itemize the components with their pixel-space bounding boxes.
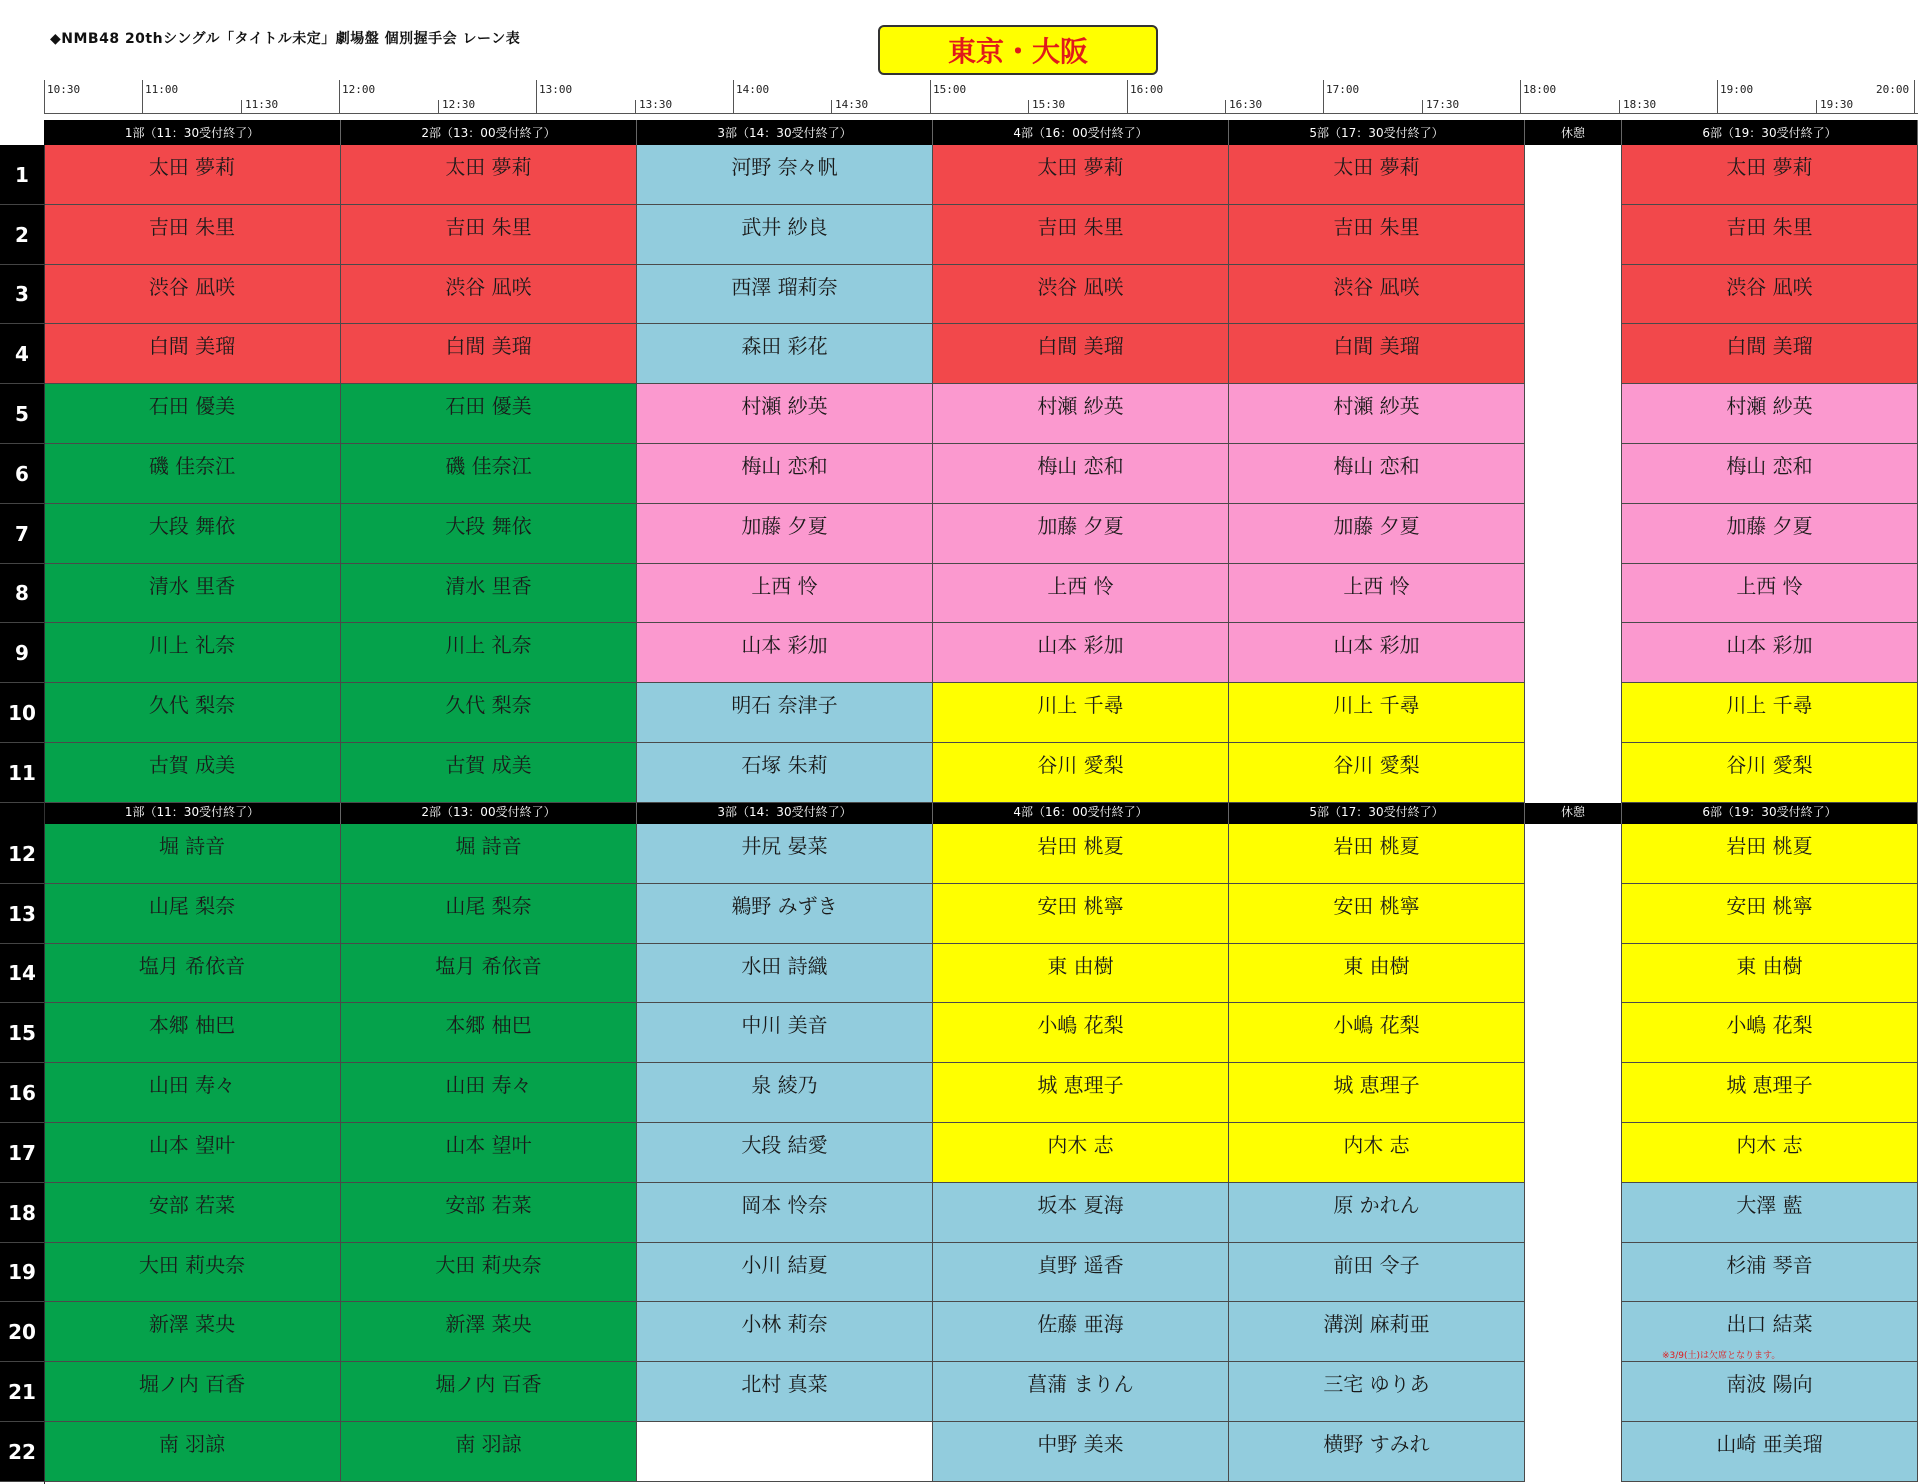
time-tick-label: 13:30 — [639, 98, 673, 111]
member-cell: 東 由樹 — [933, 944, 1229, 1003]
time-tick-label: 12:00 — [342, 83, 376, 96]
member-cell: 上西 怜 — [1229, 564, 1525, 623]
timeline-baseline — [44, 113, 1918, 114]
time-tick — [930, 80, 931, 114]
empty-cell — [1525, 1003, 1622, 1063]
session-header-row — [44, 120, 1918, 145]
member-cell: 山尾 梨奈 — [44, 884, 341, 944]
lane-number: 18 — [0, 1183, 44, 1243]
member-cell: 川上 礼奈 — [341, 623, 637, 683]
member-cell: 岡本 怜奈 — [637, 1183, 933, 1243]
time-tick-label: 16:30 — [1229, 98, 1263, 111]
empty-cell — [1525, 1302, 1622, 1362]
member-cell: 岩田 桃夏 — [1229, 824, 1525, 884]
lane-number: 14 — [0, 944, 44, 1003]
member-cell: 東 由樹 — [1229, 944, 1525, 1003]
member-cell: 小林 莉奈 — [637, 1302, 933, 1362]
time-tick — [339, 80, 340, 114]
lane-number: 6 — [0, 444, 44, 504]
time-tick-label: 15:30 — [1032, 98, 1066, 111]
lane-number: 10 — [0, 683, 44, 743]
member-cell: 新澤 菜央 — [44, 1302, 341, 1362]
member-cell: 磯 佳奈江 — [44, 444, 341, 504]
member-cell: 安田 桃寧 — [1622, 884, 1918, 944]
member-cell: 塩月 希依音 — [44, 944, 341, 1003]
member-cell: 森田 彩花 — [637, 324, 933, 384]
member-cell: 吉田 朱里 — [1622, 205, 1918, 265]
member-cell: 久代 梨奈 — [44, 683, 341, 743]
member-cell: 渋谷 凪咲 — [341, 265, 637, 324]
member-cell: 石田 優美 — [341, 384, 637, 444]
member-cell: 磯 佳奈江 — [341, 444, 637, 504]
member-cell: 堀 詩音 — [341, 824, 637, 884]
session-header-cell: 4部（16：00受付終了） — [933, 799, 1229, 824]
empty-cell — [1525, 944, 1622, 1003]
empty-cell — [1525, 1063, 1622, 1123]
member-cell: 鵜野 みずき — [637, 884, 933, 944]
timeline-ruler — [44, 80, 1918, 116]
member-cell: 杉浦 琴音 — [1622, 1243, 1918, 1302]
time-tick-label: 13:00 — [539, 83, 573, 96]
session-header-cell: 2部（13：00受付終了） — [341, 799, 637, 824]
time-tick-label: 11:00 — [145, 83, 179, 96]
member-cell: 加藤 夕夏 — [1622, 504, 1918, 564]
empty-cell — [1525, 1123, 1622, 1183]
session-header-cell: 6部（19：30受付終了） — [1622, 120, 1918, 145]
time-tick-label: 10:30 — [47, 83, 81, 96]
lane-number: 2 — [0, 205, 44, 265]
member-cell: 石塚 朱莉 — [637, 743, 933, 803]
member-cell: 川上 千尋 — [1622, 683, 1918, 743]
document-title: ◆NMB48 20thシングル「タイトル未定」劇場盤 個別握手会 レーン表 — [50, 31, 521, 47]
time-tick-label: 20:00 — [1876, 83, 1910, 96]
member-cell: 上西 怜 — [637, 564, 933, 623]
time-tick — [142, 80, 143, 114]
empty-cell — [1525, 324, 1622, 384]
member-cell: 村瀬 紗英 — [637, 384, 933, 444]
member-cell: 岩田 桃夏 — [1622, 824, 1918, 884]
member-cell: 南 羽諒 — [44, 1422, 341, 1482]
empty-cell — [1525, 444, 1622, 504]
member-cell: 原 かれん — [1229, 1183, 1525, 1243]
member-cell: 貞野 遥香 — [933, 1243, 1229, 1302]
member-cell: 渋谷 凪咲 — [1229, 265, 1525, 324]
member-cell: 清水 里香 — [341, 564, 637, 623]
time-tick — [1127, 80, 1128, 114]
time-tick — [1225, 100, 1226, 114]
lane-number: 20 — [0, 1302, 44, 1362]
lane-number: 9 — [0, 623, 44, 683]
member-cell: 山田 寿々 — [341, 1063, 637, 1123]
member-cell: 渋谷 凪咲 — [1622, 265, 1918, 324]
member-cell: 大段 結愛 — [637, 1123, 933, 1183]
member-cell: 菖蒲 まりん — [933, 1362, 1229, 1422]
member-cell: 太田 夢莉 — [1622, 145, 1918, 205]
member-cell: 清水 里香 — [44, 564, 341, 623]
member-cell: 梅山 恋和 — [1622, 444, 1918, 504]
empty-cell — [1525, 1183, 1622, 1243]
header-corner — [0, 120, 44, 145]
member-cell: 山本 彩加 — [933, 623, 1229, 683]
time-tick-label: 17:30 — [1426, 98, 1460, 111]
session-header-cell: 休憩 — [1525, 799, 1622, 824]
member-cell: 山本 彩加 — [1229, 623, 1525, 683]
member-cell: 明石 奈津子 — [637, 683, 933, 743]
member-cell: 川上 千尋 — [933, 683, 1229, 743]
member-cell: 吉田 朱里 — [933, 205, 1229, 265]
member-cell: 渋谷 凪咲 — [933, 265, 1229, 324]
member-cell: 梅山 恋和 — [1229, 444, 1525, 504]
time-tick — [1914, 80, 1915, 114]
session-header-cell: 3部（14：30受付終了） — [637, 120, 933, 145]
member-cell: 溝渕 麻莉亜 — [1229, 1302, 1525, 1362]
empty-cell — [637, 1422, 933, 1482]
member-cell: 古賀 成美 — [44, 743, 341, 803]
member-cell: 白間 美瑠 — [1622, 324, 1918, 384]
member-cell: 出口 結菜 — [1622, 1302, 1918, 1362]
member-cell: 堀 詩音 — [44, 824, 341, 884]
member-cell: 上西 怜 — [933, 564, 1229, 623]
member-cell: 梅山 恋和 — [933, 444, 1229, 504]
member-cell: 川上 礼奈 — [44, 623, 341, 683]
member-cell: 大段 舞依 — [44, 504, 341, 564]
member-cell: 城 恵理子 — [933, 1063, 1229, 1123]
empty-cell — [1525, 824, 1622, 884]
lane-number: 19 — [0, 1243, 44, 1302]
member-cell: 新澤 菜央 — [341, 1302, 637, 1362]
session-header-cell: 1部（11：30受付終了） — [44, 120, 341, 145]
member-cell: 坂本 夏海 — [933, 1183, 1229, 1243]
lane-number: 13 — [0, 884, 44, 944]
time-tick-label: 18:30 — [1623, 98, 1657, 111]
member-cell: 水田 詩織 — [637, 944, 933, 1003]
empty-cell — [1525, 504, 1622, 564]
empty-cell — [1525, 683, 1622, 743]
member-cell: 安部 若菜 — [44, 1183, 341, 1243]
empty-cell — [1525, 623, 1622, 683]
session-header-cell: 4部（16：00受付終了） — [933, 120, 1229, 145]
session-header-cell: 5部（17：30受付終了） — [1229, 799, 1525, 824]
lane-number: 17 — [0, 1123, 44, 1183]
lane-number: 5 — [0, 384, 44, 444]
member-cell: 東 由樹 — [1622, 944, 1918, 1003]
time-tick — [1816, 100, 1817, 114]
member-cell: 塩月 希依音 — [341, 944, 637, 1003]
time-tick — [1323, 80, 1324, 114]
empty-cell — [1525, 205, 1622, 265]
member-cell: 加藤 夕夏 — [933, 504, 1229, 564]
member-cell: 大田 莉央奈 — [44, 1243, 341, 1302]
time-tick-label: 12:30 — [442, 98, 476, 111]
time-tick-label: 14:30 — [835, 98, 869, 111]
member-cell: 吉田 朱里 — [44, 205, 341, 265]
member-cell: 太田 夢莉 — [933, 145, 1229, 205]
member-cell: 吉田 朱里 — [1229, 205, 1525, 265]
member-cell: 山本 彩加 — [1622, 623, 1918, 683]
time-tick — [1717, 80, 1718, 114]
member-cell: 谷川 愛梨 — [1229, 743, 1525, 803]
time-tick-label: 19:30 — [1820, 98, 1854, 111]
grid-left-border — [44, 145, 45, 1484]
member-cell: 武井 紗良 — [637, 205, 933, 265]
absence-note: ※3/9(土)は欠席となります。 — [1662, 1351, 1781, 1361]
time-tick-label: 14:00 — [736, 83, 770, 96]
time-tick — [536, 80, 537, 114]
member-cell: 渋谷 凪咲 — [44, 265, 341, 324]
member-cell: 本郷 柚巴 — [44, 1003, 341, 1063]
member-cell: 北村 真菜 — [637, 1362, 933, 1422]
member-cell: 小嶋 花梨 — [1622, 1003, 1918, 1063]
member-cell: 太田 夢莉 — [44, 145, 341, 205]
time-tick-label: 19:00 — [1720, 83, 1754, 96]
member-cell: 村瀬 紗英 — [1229, 384, 1525, 444]
empty-cell — [1525, 145, 1622, 205]
lane-number: 21 — [0, 1362, 44, 1422]
member-cell: 川上 千尋 — [1229, 683, 1525, 743]
time-tick — [241, 100, 242, 114]
member-cell: 西澤 瑠莉奈 — [637, 265, 933, 324]
lane-number: 4 — [0, 324, 44, 384]
lane-number: 12 — [0, 824, 44, 884]
time-tick-label: 18:00 — [1523, 83, 1557, 96]
member-cell: 大段 舞依 — [341, 504, 637, 564]
member-cell: 山崎 亜美瑠 — [1622, 1422, 1918, 1482]
member-cell: 安部 若菜 — [341, 1183, 637, 1243]
lane-number: 16 — [0, 1063, 44, 1123]
member-cell: 内木 志 — [1229, 1123, 1525, 1183]
lane-number: 1 — [0, 145, 44, 205]
member-cell: 中野 美来 — [933, 1422, 1229, 1482]
member-cell: 白間 美瑠 — [44, 324, 341, 384]
member-cell: 山本 望叶 — [44, 1123, 341, 1183]
time-tick — [1619, 100, 1620, 114]
time-tick — [733, 80, 734, 114]
member-cell: 小嶋 花梨 — [1229, 1003, 1525, 1063]
member-cell: 白間 美瑠 — [933, 324, 1229, 384]
lane-number: 11 — [0, 743, 44, 803]
member-cell: 村瀬 紗英 — [1622, 384, 1918, 444]
session-header-cell: 5部（17：30受付終了） — [1229, 120, 1525, 145]
member-cell: 堀ノ内 百香 — [44, 1362, 341, 1422]
member-cell: 石田 優美 — [44, 384, 341, 444]
member-cell: 吉田 朱里 — [341, 205, 637, 265]
member-cell: 堀ノ内 百香 — [341, 1362, 637, 1422]
session-header-cell: 休憩 — [1525, 120, 1622, 145]
empty-cell — [1525, 743, 1622, 803]
member-cell: 加藤 夕夏 — [1229, 504, 1525, 564]
empty-cell — [1525, 884, 1622, 944]
member-cell: 古賀 成美 — [341, 743, 637, 803]
empty-cell — [1525, 1422, 1622, 1482]
time-tick — [438, 100, 439, 114]
session-header-cell: 6部（19：30受付終了） — [1622, 799, 1918, 824]
member-cell: 久代 梨奈 — [341, 683, 637, 743]
member-cell: 内木 志 — [933, 1123, 1229, 1183]
member-cell: 中川 美音 — [637, 1003, 933, 1063]
member-cell: 小嶋 花梨 — [933, 1003, 1229, 1063]
member-cell: 横野 すみれ — [1229, 1422, 1525, 1482]
member-cell: 佐藤 亜海 — [933, 1302, 1229, 1362]
member-cell: 白間 美瑠 — [1229, 324, 1525, 384]
member-cell: 大澤 藍 — [1622, 1183, 1918, 1243]
member-cell: 前田 令子 — [1229, 1243, 1525, 1302]
member-cell: 城 恵理子 — [1229, 1063, 1525, 1123]
empty-cell — [1525, 384, 1622, 444]
member-cell: 小川 結夏 — [637, 1243, 933, 1302]
member-cell: 大田 莉央奈 — [341, 1243, 637, 1302]
time-tick-label: 17:00 — [1326, 83, 1360, 96]
member-cell: 安田 桃寧 — [933, 884, 1229, 944]
time-tick — [44, 80, 45, 114]
member-cell: 三宅 ゆりあ — [1229, 1362, 1525, 1422]
region-badge: 東京・大阪 — [878, 25, 1158, 75]
member-cell: 谷川 愛梨 — [933, 743, 1229, 803]
session-header-cell: 2部（13：00受付終了） — [341, 120, 637, 145]
member-cell: 山本 彩加 — [637, 623, 933, 683]
member-cell: 太田 夢莉 — [1229, 145, 1525, 205]
member-cell: 泉 綾乃 — [637, 1063, 933, 1123]
time-tick — [831, 100, 832, 114]
member-cell: 井尻 晏菜 — [637, 824, 933, 884]
member-cell: 南 羽諒 — [341, 1422, 637, 1482]
member-cell: 白間 美瑠 — [341, 324, 637, 384]
session-header-cell: 1部（11：30受付終了） — [44, 799, 341, 824]
lane-number: 15 — [0, 1003, 44, 1063]
time-tick — [1028, 100, 1029, 114]
member-cell: 山本 望叶 — [341, 1123, 637, 1183]
time-tick-label: 15:00 — [933, 83, 967, 96]
member-cell: 加藤 夕夏 — [637, 504, 933, 564]
session-header-cell: 3部（14：30受付終了） — [637, 799, 933, 824]
empty-cell — [1525, 1243, 1622, 1302]
empty-cell — [1525, 265, 1622, 324]
member-cell: 山尾 梨奈 — [341, 884, 637, 944]
member-cell: 河野 奈々帆 — [637, 145, 933, 205]
member-cell: 太田 夢莉 — [341, 145, 637, 205]
member-cell: 村瀬 紗英 — [933, 384, 1229, 444]
lane-number: 22 — [0, 1422, 44, 1482]
member-cell: 上西 怜 — [1622, 564, 1918, 623]
member-cell: 安田 桃寧 — [1229, 884, 1525, 944]
time-tick-label: 11:30 — [245, 98, 279, 111]
member-cell: 岩田 桃夏 — [933, 824, 1229, 884]
time-tick — [635, 100, 636, 114]
lane-number: 8 — [0, 564, 44, 623]
time-tick-label: 16:00 — [1130, 83, 1164, 96]
time-tick — [1520, 80, 1521, 114]
empty-cell — [1525, 1362, 1622, 1422]
lane-number: 3 — [0, 265, 44, 324]
time-tick — [1422, 100, 1423, 114]
member-cell: 南波 陽向 — [1622, 1362, 1918, 1422]
member-cell: 山田 寿々 — [44, 1063, 341, 1123]
member-cell: 本郷 柚巴 — [341, 1003, 637, 1063]
empty-cell — [1525, 564, 1622, 623]
member-cell: 城 恵理子 — [1622, 1063, 1918, 1123]
lane-number: 7 — [0, 504, 44, 564]
member-cell: 梅山 恋和 — [637, 444, 933, 504]
member-cell: 内木 志 — [1622, 1123, 1918, 1183]
member-cell: 谷川 愛梨 — [1622, 743, 1918, 803]
